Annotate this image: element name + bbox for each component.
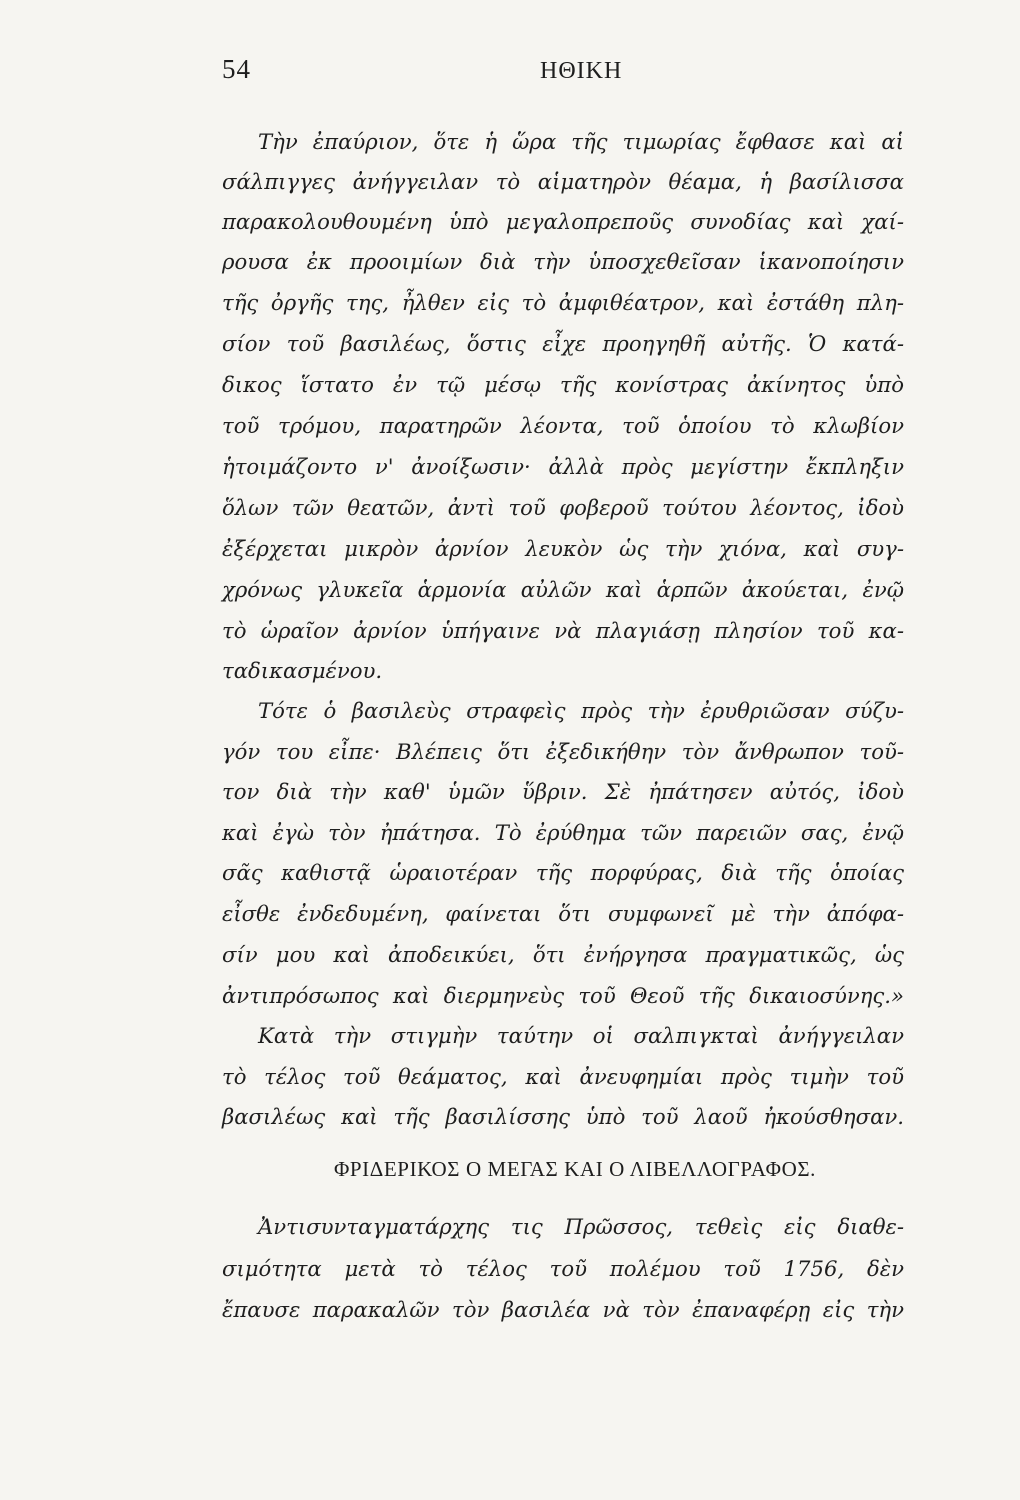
text-line: σᾶς καθιστᾷ ὡραιοτέραν τῆς πορφύρας, διὰ τῆς ὁποίας (222, 860, 904, 885)
section-heading: ΦΡΙΔΕΡΙΚΟΣ Ο ΜΕΓΑΣ ΚΑΙ Ο ΛΙΒΕΛΛΟΓΡΑΦΟΣ. (333, 1157, 817, 1181)
text-line: παρακολουθουμένη ὑπὸ μεγαλοπρεποῦς συνοδίας καὶ χαί- (222, 209, 904, 234)
text-line: ἀντιπρόσωπος καὶ διερμηνεὺς τοῦ Θεοῦ τῆς δικαιοσύνης.» (222, 983, 904, 1008)
text-line: Τὴν ἐπαύριον, ὅτε ἡ ὥρα τῆς τιμωρίας ἔφθασε καὶ αἱ (258, 129, 904, 154)
text-line: σίον τοῦ βασιλέως, ὅστις εἶχε προηγηθῆ αὐτῆς. Ὁ κατά- (222, 331, 904, 356)
running-title: ΗΘΙΚΗ (540, 58, 623, 84)
text-line: χρόνως γλυκεῖα ἁρμονία αὐλῶν καὶ ἁρπῶν ἀκούεται, ἐνῷ (222, 577, 904, 602)
text-line: γόν του εἶπε· Βλέπεις ὅτι ἐξεδικήθην τὸν ἄνθρωπον τοῦ- (222, 739, 904, 764)
text-line: Κατὰ τὴν στιγμὴν ταύτην οἱ σαλπιγκταὶ ἀνήγγειλαν (258, 1023, 904, 1048)
text-line: ταδικασμένου. (222, 658, 383, 683)
text-line: ὅλων τῶν θεατῶν, ἀντὶ τοῦ φοβεροῦ τούτου λέοντος, ἰδοὺ (222, 495, 904, 520)
text-line: τον διὰ τὴν καθ' ὑμῶν ὕβριν. Σὲ ἠπάτησεν αὐτός, ἰδοὺ (222, 779, 904, 804)
text-line: ἡτοιμάζοντο ν' ἀνοίξωσιν· ἀλλὰ πρὸς μεγίστην ἔκπληξιν (222, 454, 904, 479)
text-line: εἶσθε ἐνδεδυμένη, φαίνεται ὅτι συμφωνεῖ μὲ τὴν ἀπόφα- (222, 901, 904, 926)
text-line: Ἀντισυνταγματάρχης τις Πρῶσσος, τεθεὶς εἰς διαθε- (258, 1214, 904, 1239)
text-line: ἐξέρχεται μικρὸν ἀρνίον λευκὸν ὡς τὴν χιόνα, καὶ συγ- (222, 536, 904, 561)
text-line: ρουσα ἐκ προοιμίων διὰ τὴν ὑποσχεθεῖσαν ἱκανοποίησιν (222, 249, 904, 274)
page-header (222, 54, 902, 98)
text-line: σίν μου καὶ ἀποδεικύει, ὅτι ἐνήργησα πραγματικῶς, ὡς (222, 942, 904, 967)
text-line: τῆς ὀργῆς της, ἦλθεν εἰς τὸ ἀμφιθέατρον, καὶ ἐστάθη πλη- (222, 290, 904, 315)
text-line: τὸ ὡραῖον ἀρνίον ὑπήγαινε νὰ πλαγιάσῃ πλησίον τοῦ κα- (222, 618, 904, 643)
text-line: δικος ἵστατο ἐν τῷ μέσῳ τῆς κονίστρας ἀκίνητος ὑπὸ (222, 372, 904, 397)
text-line: τοῦ τρόμου, παρατηρῶν λέοντα, τοῦ ὁποίου τὸ κλωβίον (222, 413, 904, 438)
text-line: Τότε ὁ βασιλεὺς στραφεὶς πρὸς τὴν ἐρυθριῶσαν σύζυ- (258, 698, 904, 723)
page-number: 54 (222, 54, 251, 84)
text-line: σάλπιγγες ἀνήγγειλαν τὸ αἱματηρὸν θέαμα, ἡ βασίλισσα (222, 169, 904, 194)
text-line: ἔπαυσε παρακαλῶν τὸν βασιλέα νὰ τὸν ἐπαναφέρῃ εἰς τὴν (222, 1297, 904, 1322)
text-line: καὶ ἐγὼ τὸν ἠπάτησα. Τὸ ἐρύθημα τῶν παρειῶν σας, ἐνῷ (222, 820, 904, 845)
text-line: τὸ τέλος τοῦ θεάματος, καὶ ἀνευφημίαι πρὸς τιμὴν τοῦ (222, 1064, 904, 1089)
text-line: σιμότητα μετὰ τὸ τέλος τοῦ πολέμου τοῦ 1756, δὲν (222, 1256, 904, 1281)
text-line: βασιλέως καὶ τῆς βασιλίσσης ὑπὸ τοῦ λαοῦ ἠκούσθησαν. (222, 1104, 904, 1129)
